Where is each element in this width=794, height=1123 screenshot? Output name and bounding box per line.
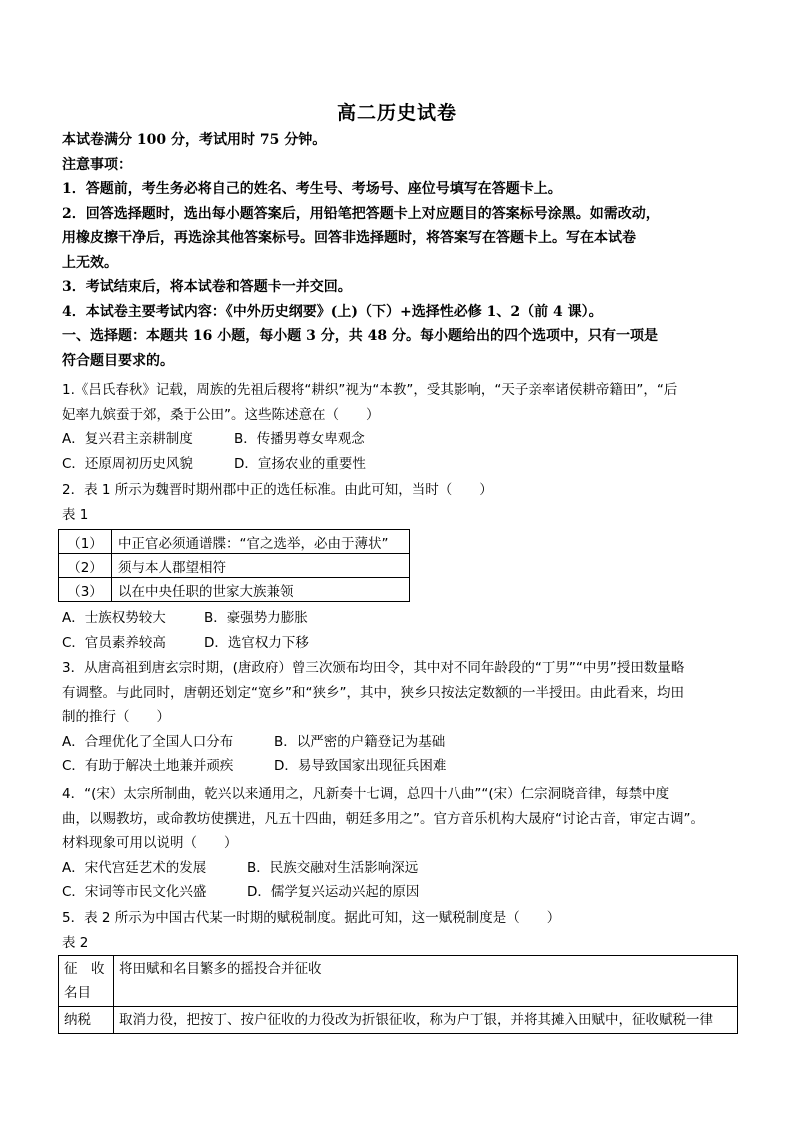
q3-option-b[interactable]: B．以严密的户籍登记为基础	[274, 733, 446, 750]
q5-stem: 5．表 2 所示为中国古代某一时期的赋税制度。据此可知，这一赋税制度是（ ）	[62, 910, 561, 926]
notice-heading: 注意事项：	[62, 156, 132, 173]
table-row	[59, 956, 738, 1007]
q1-options-row-2	[62, 452, 742, 477]
table-cell: 须与本人郡望相符	[112, 554, 410, 578]
q4-options-row-2	[62, 880, 742, 905]
question-3	[62, 656, 742, 779]
q1-stem-b: 妃率九嫔蚕于郊，桑于公田”。这些陈述意在（ ）	[62, 406, 380, 423]
table-1	[58, 529, 410, 602]
q1-option-a[interactable]: A．复兴君主亲耕制度	[62, 431, 193, 447]
q1-option-d[interactable]: D．宣扬农业的重要性	[234, 455, 366, 472]
question-1	[62, 378, 742, 476]
exam-intro	[62, 128, 742, 373]
table-row	[59, 1007, 738, 1034]
table-cell: （3）	[59, 578, 112, 602]
notice-item-1: 1．答题前，考生务必将自己的姓名、考生号、考场号、座位号填写在答题卡上。	[62, 181, 562, 197]
score-line: 本试卷满分 100 分，考试用时 75 分钟。	[62, 132, 327, 148]
q4-stem-c: 材料现象可用以说明（ ）	[62, 835, 238, 851]
exam-title: 高二历史试卷	[336, 102, 457, 124]
q2-option-c[interactable]: C．官员素养较高	[62, 634, 166, 651]
question-4	[62, 782, 742, 905]
notice-item-2a: 2．回答选择题时，选出每小题答案后，用铅笔把答题卡上对应题目的答案标号涂黑。如需改动，	[62, 205, 660, 222]
notice-item-4: 4．本试卷主要考试内容：《中外历史纲要》(上)（下）+选择性必修 1、2（前 4 课）。	[62, 303, 603, 320]
q2-options	[62, 606, 742, 655]
table-cell: （2）	[59, 554, 112, 578]
table-cell	[59, 1007, 114, 1034]
table-cell: 以在中央任职的世家大族兼领	[112, 578, 410, 602]
q4-stem-b: 曲，以赐教坊，或命教坊使撰进，凡五十四曲，朝廷多用之”。官方音乐机构大晟府“讨论古音，审定古调”。	[62, 810, 704, 827]
q3-options-row-1	[62, 730, 742, 755]
q2-option-a[interactable]: A．士族权势较大	[62, 610, 166, 626]
q4-option-c[interactable]: C．宋词等市民文化兴盛	[62, 884, 207, 900]
table-key-a: 征 收	[64, 961, 105, 977]
q3-stem-a: 3．从唐高祖到唐玄宗时期，(唐政府）曾三次颁布均田令，其中对不同年龄段的“丁男”“中男”授田数量略	[62, 660, 685, 676]
table-cell: 将田赋和名目繁多的摇投合并征收	[114, 956, 738, 1007]
q2-options-row-2	[62, 631, 742, 656]
q1-option-b[interactable]: B．传播男尊女卑观念	[234, 431, 365, 447]
table-1-label: 表 1	[62, 506, 89, 523]
q1-stem-a: 1.《吕氏春秋》记载，周族的先祖后稷将“耕织”视为“本教”，受其影响，“天子亲率诸侯耕帝籍田”，“后	[62, 382, 678, 398]
q4-options-row-1	[62, 856, 742, 881]
q1-options-row-1	[62, 427, 742, 452]
table-key-b: 名目	[64, 985, 91, 1001]
q2-option-d[interactable]: D．选官权力下移	[204, 634, 309, 651]
section-heading-a: 一、选择题：本题共 16 小题，每小题 3 分，共 48 分。每小题给出的四个选项中，只有一项是	[62, 328, 658, 344]
question-5	[62, 906, 742, 955]
table-cell: 中正官必须通谱牒：“官之选举，必由于薄状”	[112, 530, 410, 554]
table-2-label: 表 2	[62, 934, 89, 951]
q1-option-c[interactable]: C．还原周初历史风貌	[62, 455, 193, 472]
section-heading-b: 符合题目要求的。	[62, 352, 174, 369]
q3-stem-c: 制的推行（ ）	[62, 709, 170, 725]
table-cell: 取消力役，把按丁、按户征收的力役改为折银征收，称为户丁银，并将其摊入田赋中，征收赋税一律	[114, 1007, 738, 1034]
table-cell	[59, 956, 114, 1007]
table-row	[59, 578, 410, 602]
q3-options-row-2	[62, 754, 742, 779]
q2-option-b[interactable]: B．豪强势力膨胀	[204, 610, 308, 626]
q3-option-d[interactable]: D．易导致国家出现征兵困难	[274, 758, 447, 774]
q2-options-row-1	[62, 606, 742, 631]
q4-stem-a: 4．“(宋）太宗所制曲，乾兴以来通用之，凡新奏十七调，总四十八曲”“(宋）仁宗洞晓音律，每禁中度	[62, 786, 670, 802]
q3-option-a[interactable]: A．合理优化了全国人口分布	[62, 733, 234, 750]
q4-option-a[interactable]: A．宋代宫廷艺术的发展	[62, 859, 207, 876]
table-2	[58, 955, 738, 1034]
table-cell: （1）	[59, 530, 112, 554]
q4-option-b[interactable]: B．民族交融对生活影响深远	[247, 859, 419, 876]
table-key-a: 纳税	[64, 1012, 91, 1028]
q3-stem-b: 有调整。与此同时，唐朝还划定“宽乡”和“狭乡”，其中，狭乡只按法定数额的一半授田。由此看来，均田	[62, 684, 684, 701]
notice-item-3: 3．考试结束后，将本试卷和答题卡一并交回。	[62, 279, 352, 295]
table-row	[59, 530, 410, 554]
question-2	[62, 478, 742, 527]
q3-option-c[interactable]: C．有助于解决土地兼并顽疾	[62, 758, 234, 774]
table-row	[59, 554, 410, 578]
notice-item-2b: 用橡皮擦干净后，再选涂其他答案标号。回答非选择题时，将答案写在答题卡上。写在本试卷	[62, 230, 636, 246]
q2-stem: 2．表 1 所示为魏晋时期州郡中正的选任标准。由此可知，当时（ ）	[62, 482, 493, 498]
q4-option-d[interactable]: D．儒学复兴运动兴起的原因	[247, 884, 420, 900]
notice-item-2c: 上无效。	[62, 254, 118, 271]
